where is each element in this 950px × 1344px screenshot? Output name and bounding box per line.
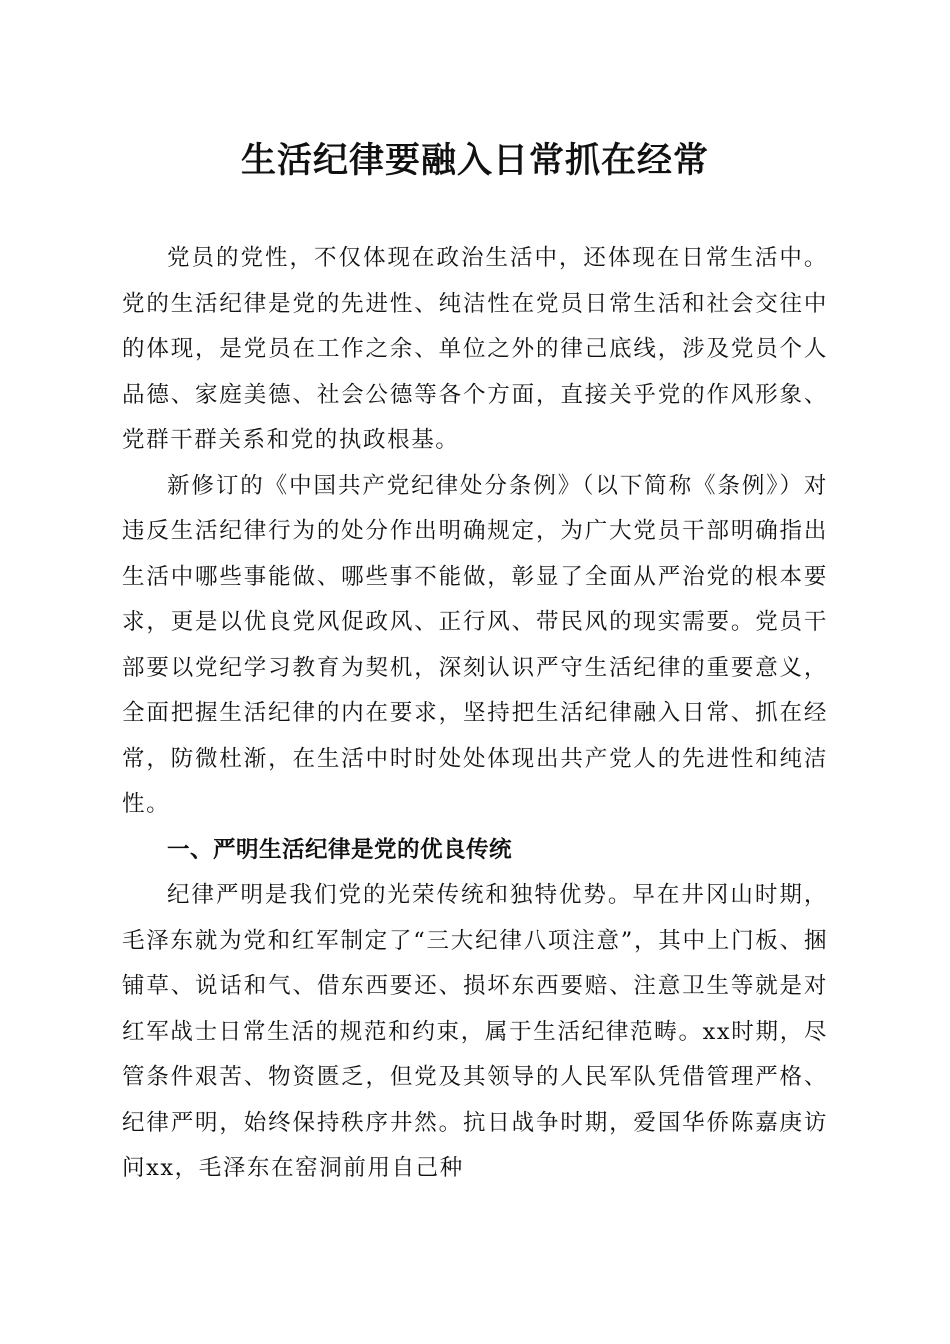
paragraph-section-one: 纪律严明是我们党的光荣传统和独特优势。早在井冈山时期，毛泽东就为党和红军制定了“三大纪律八项注意”，其中上门板、捆铺草、说话和气、借东西要还、损坏东西要赔、注意卫生等就是对红军战士日常生活的规范和约束，属于生活纪律范畴。xx时期，尽管条件艰苦、物资匮乏，但党及其领导的人民军队凭借管理严格、纪律严明，始终保持秩序井然。抗日战争时期，爱国华侨陈嘉庚访问xx，毛泽东在窑洞前用自己种 [122, 882, 828, 1181]
paragraph-intro: 党员的党性，不仅体现在政治生活中，还体现在日常生活中。党的生活纪律是党的先进性、纯洁性在党员日常生活和社会交往中的体现，是党员在工作之余、单位之外的律己底线，涉及党员个人品德、家庭美德、社会公德等各个方面，直接关乎党的作风形象、党群干群关系和党的执政根基。 [122, 245, 828, 453]
section-heading: 一、严明生活纪律是党的优良传统 [167, 836, 513, 863]
document-title: 生活纪律要融入日常抓在经常 [240, 140, 709, 181]
paragraph-regulation: 新修订的《中国共产党纪律处分条例》（以下简称《条例》）对违反生活纪律行为的处分作出明确规定，为广大党员干部明确指出生活中哪些事能做、哪些事不能做，彰显了全面从严治党的根本要求，更是以优良党风促政风、正行风、带民风的现实需要。党员干部要以党纪学习教育为契机，深刻认识严守生活纪律的重要意义，全面把握生活纪律的内在要求，坚持把生活纪律融入日常、抓在经常，防微杜渐，在生活中时时处处体现出共产党人的先进性和纯洁性。 [122, 472, 828, 817]
document-body [122, 236, 828, 1192]
